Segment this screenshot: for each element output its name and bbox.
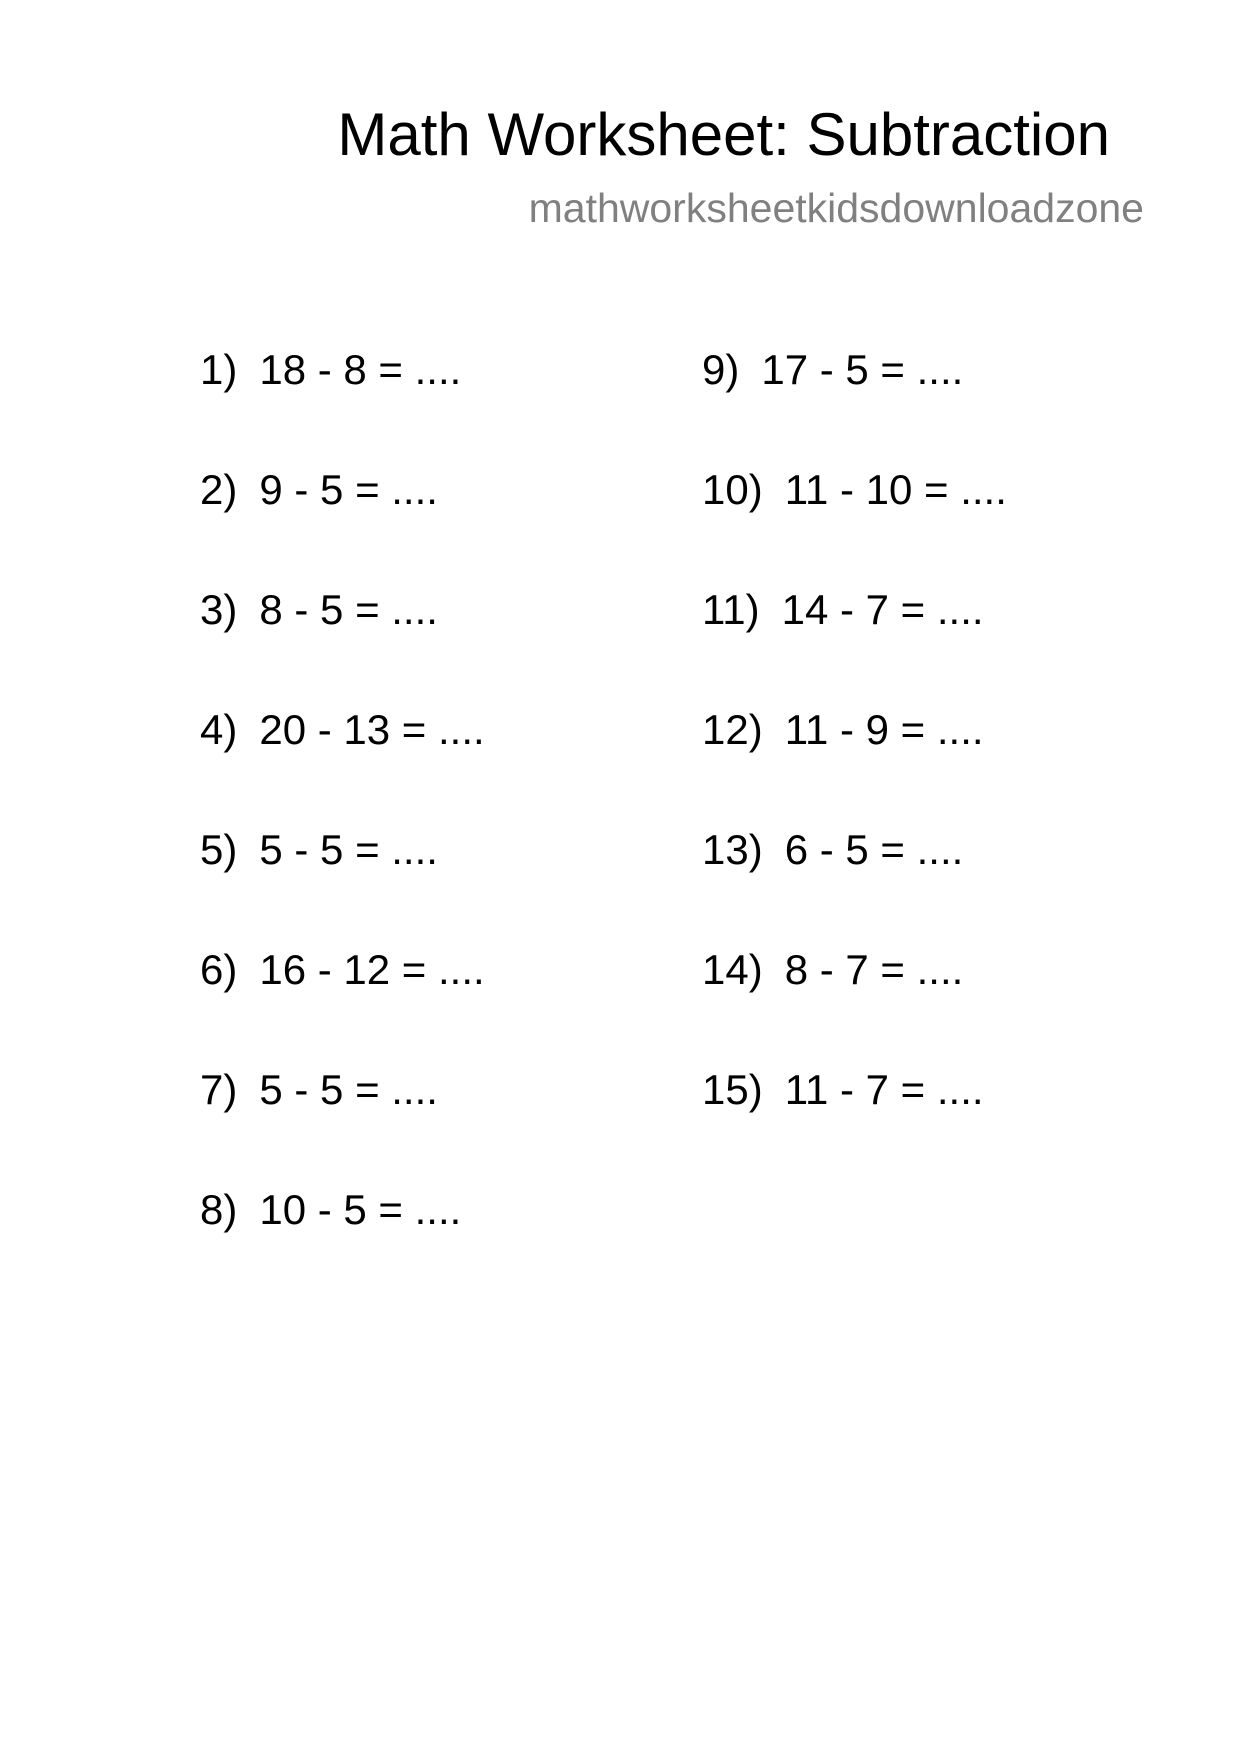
page-title: Math Worksheet: Subtraction [337, 101, 1110, 168]
problem-number: 1) [200, 346, 238, 393]
problem-expression: 11 - 10 = .... [784, 466, 1007, 513]
problem-expression: 5 - 5 = .... [259, 826, 438, 873]
problem-item [702, 585, 984, 635]
problem-item [200, 465, 438, 515]
problem-item [200, 585, 438, 635]
problem-expression: 11 - 9 = .... [784, 706, 984, 753]
problem-item [200, 345, 461, 395]
problem-expression: 20 - 13 = .... [259, 706, 485, 753]
problem-number: 8) [200, 1186, 238, 1233]
problem-number: 14) [702, 946, 763, 993]
problem-expression: 9 - 5 = .... [259, 466, 438, 513]
problem-item [702, 345, 963, 395]
problem-expression: 16 - 12 = .... [259, 946, 485, 993]
problem-item [702, 825, 963, 875]
problem-item [702, 945, 963, 995]
problem-number: 5) [200, 826, 238, 873]
problem-item [702, 1065, 984, 1115]
problem-number: 11) [702, 586, 760, 633]
problem-expression: 11 - 7 = .... [784, 1066, 984, 1113]
problem-expression: 5 - 5 = .... [259, 1066, 438, 1113]
problem-number: 3) [200, 586, 238, 633]
problem-number: 9) [702, 346, 740, 393]
problem-item [200, 945, 485, 995]
problem-item [200, 705, 485, 755]
problem-item [200, 1185, 461, 1235]
problem-expression: 8 - 7 = .... [784, 946, 964, 993]
problem-expression: 17 - 5 = .... [761, 346, 964, 393]
problem-expression: 6 - 5 = .... [784, 826, 964, 873]
problem-number: 6) [200, 946, 238, 993]
problem-number: 2) [200, 466, 238, 513]
problem-number: 15) [702, 1066, 763, 1113]
page-subtitle: mathworksheetkidsdownloadzone [528, 185, 1144, 231]
problem-expression: 8 - 5 = .... [259, 586, 438, 633]
problem-number: 4) [200, 706, 238, 753]
problem-expression: 18 - 8 = .... [259, 346, 462, 393]
problem-item [702, 465, 1007, 515]
problem-item [702, 705, 984, 755]
problem-item [200, 825, 438, 875]
problem-number: 13) [702, 826, 763, 873]
problem-number: 7) [200, 1066, 238, 1113]
problem-expression: 10 - 5 = .... [259, 1186, 462, 1233]
problem-number: 10) [702, 466, 763, 513]
problem-number: 12) [702, 706, 763, 753]
problem-item [200, 1065, 438, 1115]
problem-expression: 14 - 7 = .... [781, 586, 984, 633]
